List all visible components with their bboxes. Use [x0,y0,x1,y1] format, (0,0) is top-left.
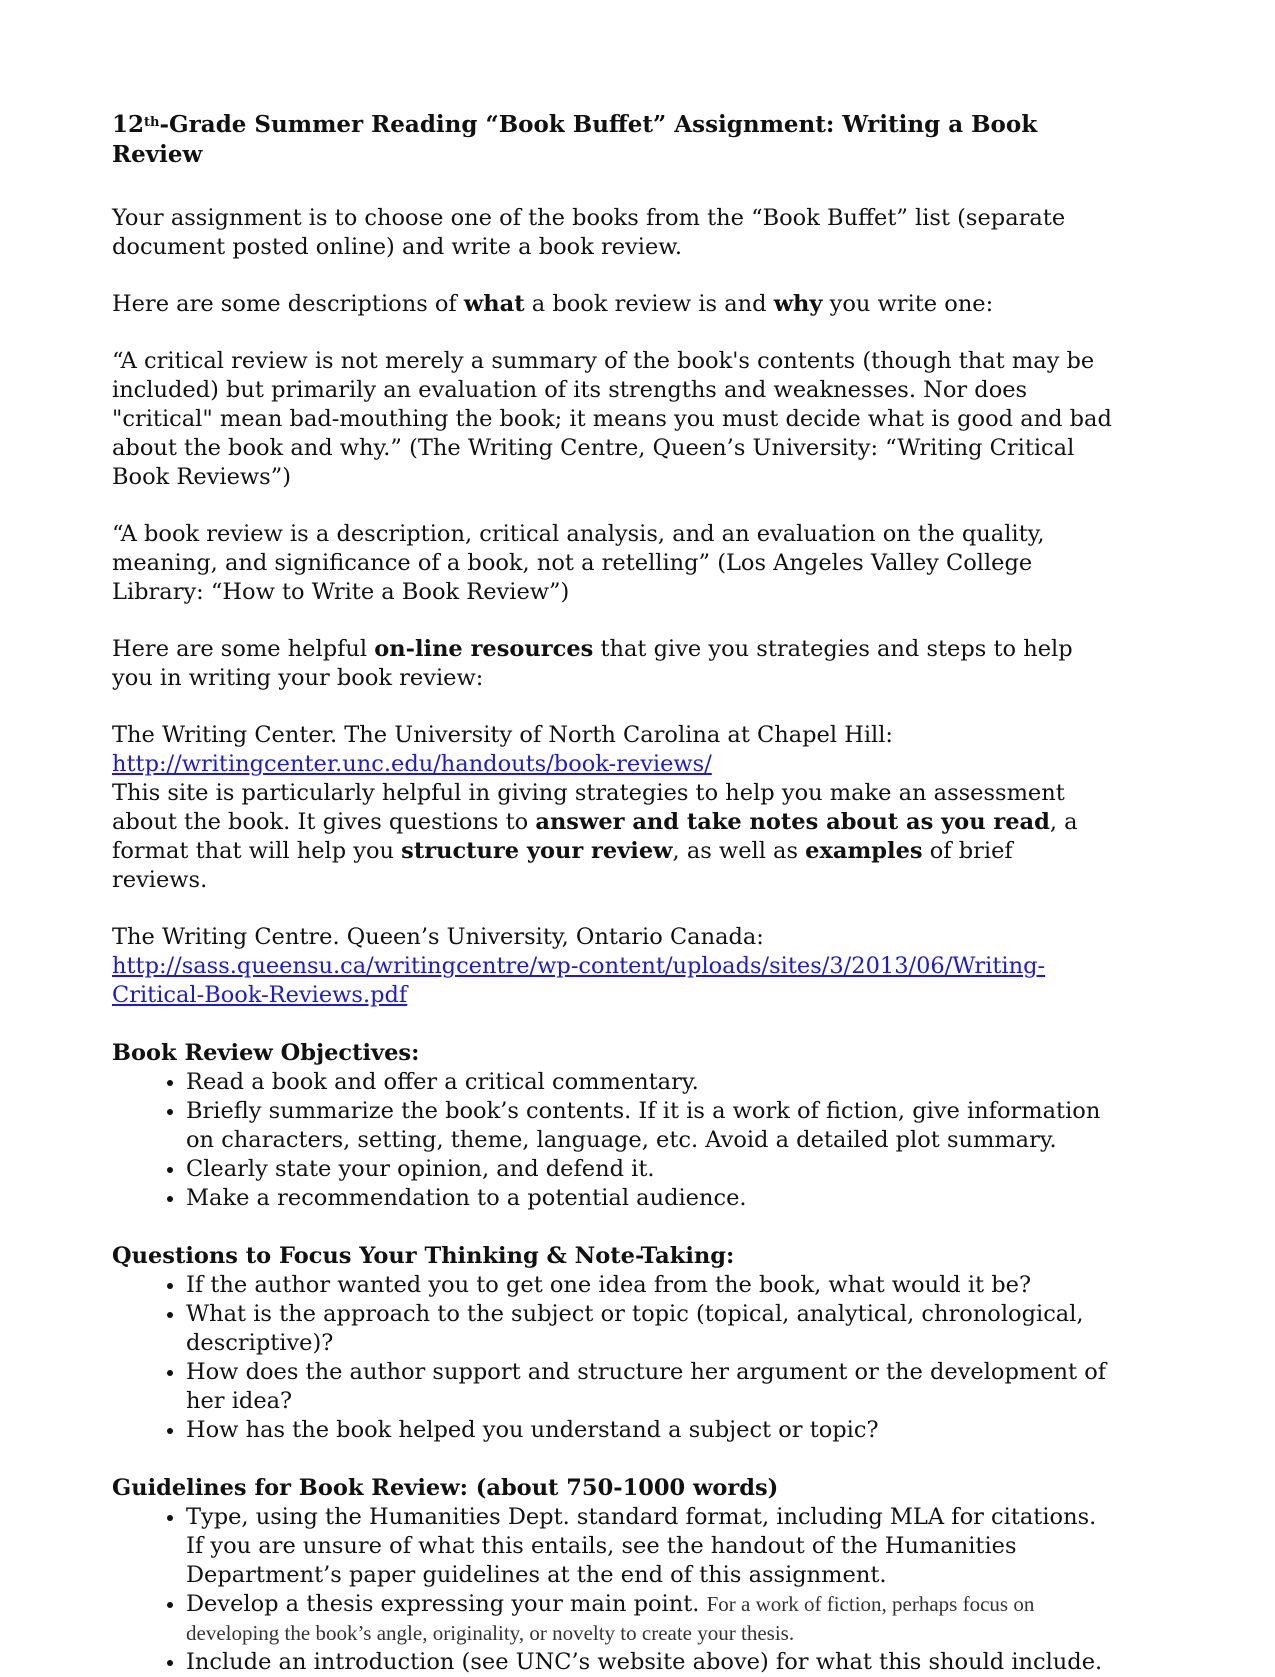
list-item: • Develop a thesis expressing your main point. For a work of fiction, perhaps focus on developing the book’s angle, originality, or novelty to create your thesis. [186,1590,1115,1648]
list-item: • If the author wanted you to get one idea from the book, what would it be? [186,1271,1115,1300]
title-superscript: th [144,115,160,130]
quote-queens: “A critical review is not merely a summary of the book's contents (though that may be included) but primarily an evaluation of its strengths and weaknesses. Nor does "critical" mean bad-mouthing the book; it means you must decide what is good and bad about the book and why.” (The Writing Centre, Queen’s University: “Writing Critical Book Reviews”) [112,348,1112,490]
list-item: • Make a recommendation to a potential audience. [186,1184,1115,1213]
unc-name: The Writing Center. The University of North Carolina at Chapel Hill: [112,722,893,748]
objectives-heading: Book Review Objectives: [112,1040,420,1066]
list-item: • How does the author support and structure her argument or the development of her idea? [186,1358,1115,1416]
questions-list [112,1271,1115,1445]
list-item: • Briefly summarize the book’s contents. If it is a work of fiction, give information on characters, setting, theme, language, etc. Avoid a detailed plot summary. [186,1097,1115,1155]
objectives-list [112,1068,1115,1213]
page-title: 12th-Grade Summer Reading “Book Buffet” Assignment: Writing a Book Review [112,111,1038,168]
unc-resource [112,721,1115,895]
quote-lavc: “A book review is a description, critical analysis, and an evaluation on the quality, meaning, and significance of a book, not a retelling” (Los Angeles Valley College Library: “How to Write a Book Review”) [112,521,1045,605]
questions-heading: Questions to Focus Your Thinking & Note-Taking: [112,1243,735,1269]
guidelines-heading: Guidelines for Book Review: (about 750-1000 words) [112,1475,779,1501]
resources-paragraph: Here are some helpful on-line resources that give you strategies and steps to help you in writing your book review: [112,636,1073,691]
list-item: • Type, using the Humanities Dept. standard format, including MLA for citations. If you are unsure of what this entails, see the handout of the Humanities Department’s paper guidelines at the end of this assignment. [186,1503,1115,1590]
list-item: • Clearly state your opinion, and defend it. [186,1155,1115,1184]
list-item: • How has the book helped you understand a subject or topic? [186,1416,1115,1445]
queens-resource [112,923,1115,1010]
list-item: • Read a book and offer a critical commentary. [186,1068,1115,1097]
queens-name: The Writing Centre. Queen’s University, Ontario Canada: [112,924,764,950]
unc-link[interactable]: http://writingcenter.unc.edu/handouts/book-reviews/ [112,751,712,777]
list-item: • What is the approach to the subject or topic (topical, analytical, chronological, descriptive)? [186,1300,1115,1358]
intro-paragraph: Your assignment is to choose one of the books from the “Book Buffet” list (separate document posted online) and write a book review. [112,205,1066,260]
queens-link[interactable]: http://sass.queensu.ca/writingcentre/wp-content/uploads/sites/3/2013/06/Writing-Critical-Book-Reviews.pdf [112,953,1046,1008]
unc-description: This site is particularly helpful in giving strategies to help you make an assessment about the book. It gives questions to answer and take notes about as you read, a format that will help you structure your review, as well as examples of brief reviews. [112,780,1078,893]
descriptions-paragraph: Here are some descriptions of what a book review is and why you write one: [112,291,994,317]
list-item: • Include an introduction (see UNC’s website above) for what this should include. [186,1648,1115,1677]
